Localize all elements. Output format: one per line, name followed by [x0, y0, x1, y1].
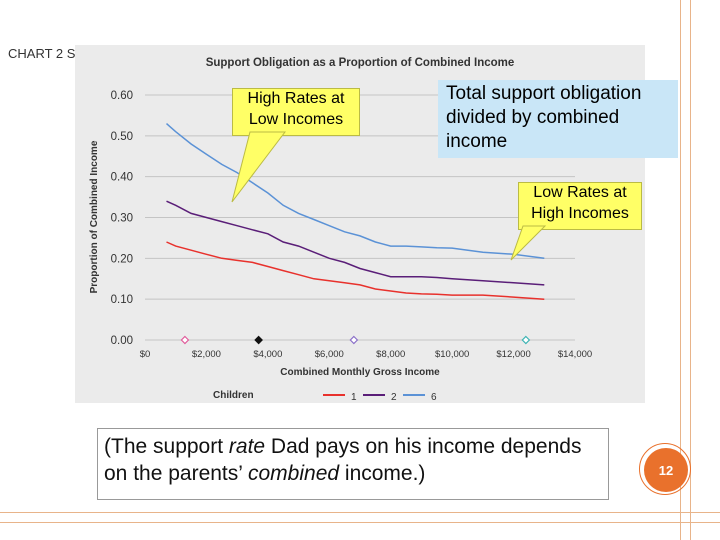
decorative-rule-right [690, 0, 691, 540]
x-tick-label: $12,000 [496, 349, 531, 360]
caption-text: income.) [339, 462, 426, 486]
x-tick-label: $6,000 [314, 349, 344, 360]
callout-high-rates-text: High Rates at Low Incomes [247, 90, 345, 128]
y-tick-label: 0.50 [110, 130, 133, 143]
y-tick-label: 0.10 [110, 294, 133, 307]
total-support-note: Total support obligation divided by combined income [438, 80, 678, 158]
y-tick-label: 0.00 [110, 335, 133, 347]
decorative-rule-bottom [0, 512, 720, 513]
y-tick-label: 0.20 [110, 253, 133, 266]
series-line-2 [167, 201, 545, 285]
caption-emphasis-combined: combined [248, 462, 340, 486]
legend-label-6: 6 [431, 392, 437, 403]
y-tick-label: 0.40 [110, 171, 133, 184]
callout-low-pointer [505, 224, 555, 264]
slide-title-fragment: CHART 2 S [8, 46, 76, 61]
x-tick-label: $10,000 [434, 349, 470, 360]
decorative-rule-bottom [0, 522, 720, 523]
x-tick-label: $4,000 [253, 349, 283, 360]
data-marker [255, 337, 262, 344]
x-tick-label: $0 [139, 349, 151, 360]
caption-emphasis-rate: rate [228, 435, 266, 458]
y-tick-label: 0.30 [110, 212, 133, 225]
legend-label-1: 1 [351, 392, 357, 403]
data-marker [522, 337, 529, 344]
legend-label-2: 2 [391, 392, 397, 403]
y-axis-label: Proportion of Combined Income [89, 140, 100, 294]
caption-text: (The support [104, 435, 229, 458]
y-tick-label: 0.60 [110, 90, 133, 102]
chart-title: Support Obligation as a Proportion of Combined Income [205, 57, 515, 69]
page-number: 12 [644, 448, 688, 492]
callout-low-rates [518, 182, 642, 230]
callout-low-rates-text: Low Rates at High Incomes [531, 184, 629, 222]
callout-high-pointer [230, 130, 300, 205]
x-tick-label: $14,000 [557, 349, 593, 360]
data-marker [181, 337, 188, 344]
x-tick-label: $8,000 [376, 349, 406, 360]
legend-title: Children [213, 390, 254, 401]
callout-high-rates [232, 88, 360, 136]
series-line-1 [167, 242, 545, 299]
caption-box [97, 428, 609, 500]
data-marker [350, 337, 357, 344]
x-axis-label: Combined Monthly Gross Income [280, 367, 440, 378]
x-tick-label: $2,000 [191, 349, 221, 360]
caption-text: Dad pays on his income depends on the parents’ [104, 435, 582, 486]
